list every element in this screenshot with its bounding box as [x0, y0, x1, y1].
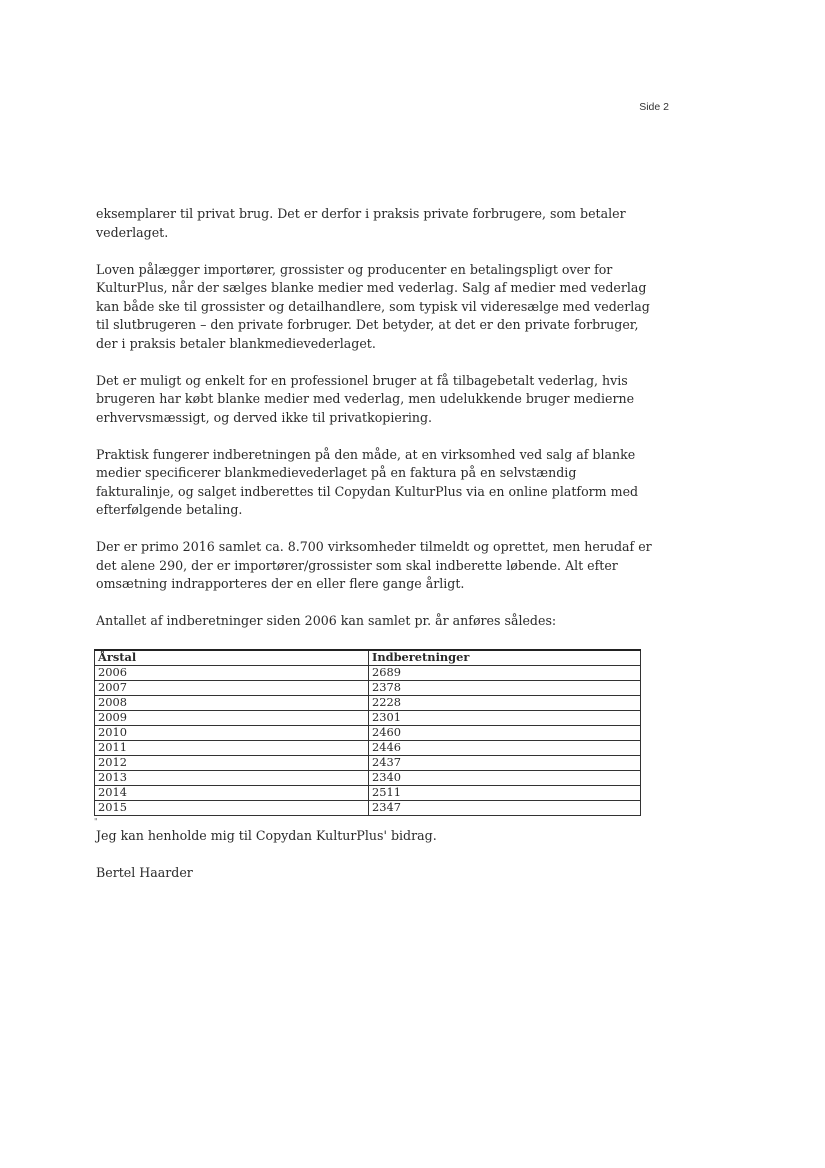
year-cell: 2008	[95, 696, 369, 711]
table-row	[95, 786, 641, 801]
year-cell: 2015	[95, 801, 369, 816]
header-filings: Indberetninger	[369, 650, 641, 666]
closing-statement: Jeg kan henholde mig til Copydan KulturPlus' bidrag.	[96, 828, 437, 843]
filings-table	[94, 649, 641, 816]
filings-cell: 2437	[369, 756, 641, 771]
filings-cell: 2301	[369, 711, 641, 726]
paragraph: eksemplarer til privat brug. Det er derfor i praksis private forbrugere, som betaler vederlaget.	[96, 206, 626, 240]
year-cell: 2014	[95, 786, 369, 801]
filings-cell: 2340	[369, 771, 641, 786]
table-row	[95, 711, 641, 726]
table-row	[95, 696, 641, 711]
header-year: Årstal	[95, 650, 369, 666]
table-row	[95, 771, 641, 786]
table-row	[95, 666, 641, 681]
filings-cell: 2228	[369, 696, 641, 711]
paragraph: Loven pålægger importører, grossister og producenter en betalingspligt over for KulturPlus, når der sælges blanke medier med vederlag. Salg af medier med vederlag kan både ske til grossister og detailhandlere, som typisk vil videresælge med vederlag til slutbrugeren – den private forbruger. Det betyder, at det er den private forbruger, der i praksis betaler blankmedievederlaget.	[96, 261, 650, 351]
paragraph: Det er muligt og enkelt for en professionel bruger at få tilbagebetalt vederlag, hvis brugeren har købt blanke medier med vederlag, men udelukkende bruger medierne erhvervsmæssigt, og derved ikke til privatkopiering.	[96, 372, 635, 425]
year-cell: 2011	[95, 741, 369, 756]
page-number: Side 2	[639, 101, 669, 113]
filings-cell: 2378	[369, 681, 641, 696]
paragraph: Praktisk fungerer indberetningen på den måde, at en virksomhed ved salg af blanke medier specificerer blankmedievederlaget på en faktura på en selvstændig fakturalinje, og salget indberettes til Copydan KulturPlus via en online platform med efterfølgende betaling.	[96, 446, 639, 517]
table-row	[95, 726, 641, 741]
year-cell: 2006	[95, 666, 369, 681]
table-row	[95, 741, 641, 756]
year-cell: 2013	[95, 771, 369, 786]
filings-cell: 2347	[369, 801, 641, 816]
signature: Bertel Haarder	[96, 865, 193, 880]
filings-cell: 2511	[369, 786, 641, 801]
year-cell: 2012	[95, 756, 369, 771]
table-intro: Antallet af indberetninger siden 2006 kan samlet pr. år anføres således:	[96, 613, 557, 628]
document-body	[96, 205, 656, 901]
table-row	[95, 756, 641, 771]
year-cell: 2009	[95, 711, 369, 726]
table-header-row	[95, 650, 641, 666]
filings-cell: 2446	[369, 741, 641, 756]
filings-cell: 2689	[369, 666, 641, 681]
table-row	[95, 681, 641, 696]
table-row	[95, 801, 641, 816]
year-cell: 2010	[95, 726, 369, 741]
filings-cell: 2460	[369, 726, 641, 741]
table-footnote-mark: "	[94, 817, 98, 826]
year-cell: 2007	[95, 681, 369, 696]
paragraph: Der er primo 2016 samlet ca. 8.700 virksomheder tilmeldt og oprettet, men herudaf er det alene 290, der er importører/grossister som skal indberette løbende. Alt efter omsætning indrapporteres der en eller flere gange årligt.	[96, 539, 652, 591]
